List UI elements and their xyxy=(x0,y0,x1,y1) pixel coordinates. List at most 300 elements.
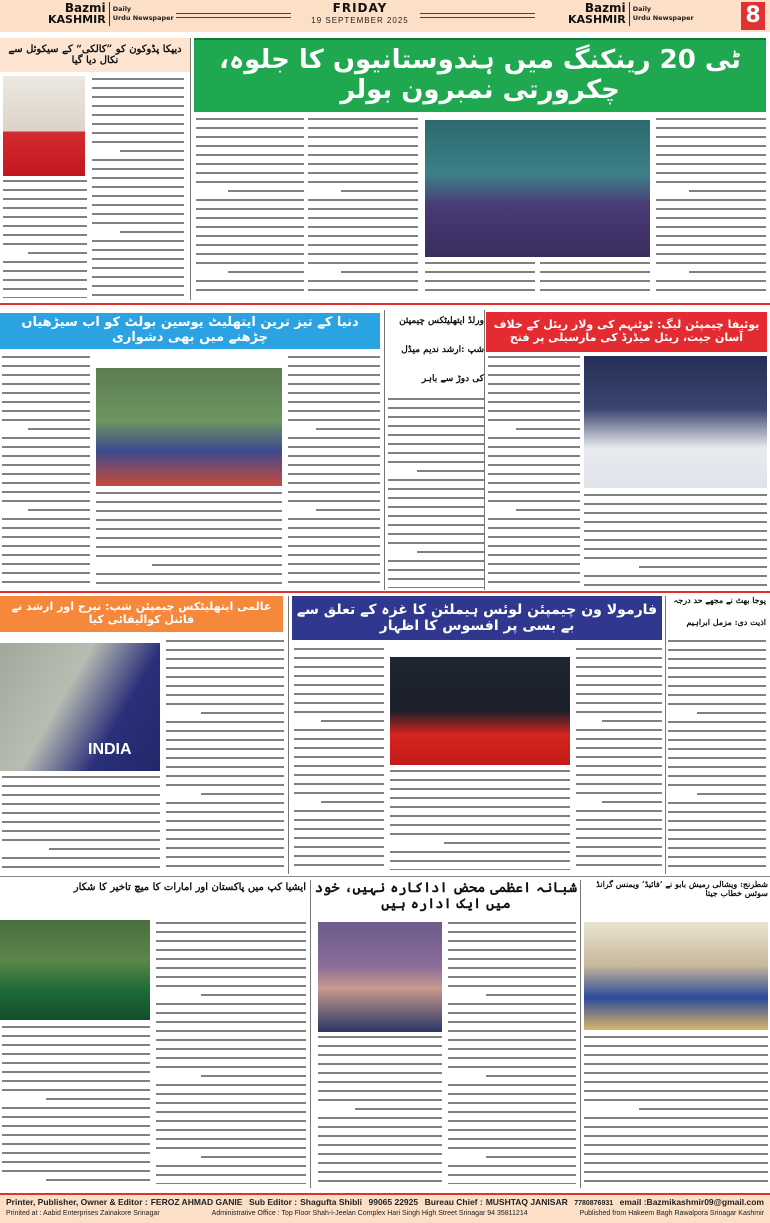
text-line xyxy=(668,649,766,651)
shabana-body-col1 xyxy=(448,922,576,1184)
text-line xyxy=(448,985,576,987)
text-line xyxy=(540,289,650,291)
text-line xyxy=(656,253,766,255)
text-line xyxy=(388,452,484,454)
text-line xyxy=(96,510,282,512)
text-line xyxy=(318,1171,442,1173)
text-line xyxy=(448,1012,576,1014)
text-line xyxy=(2,1134,150,1136)
text-line xyxy=(448,958,576,960)
text-line xyxy=(425,289,535,291)
text-line xyxy=(228,271,304,273)
text-line xyxy=(308,172,418,174)
text-line xyxy=(3,234,87,236)
issue-date: 19 SEPTEMBER 2025 xyxy=(311,16,409,25)
text-line xyxy=(656,127,766,129)
text-line xyxy=(584,1081,768,1083)
text-line xyxy=(294,648,384,650)
text-line xyxy=(201,1156,306,1158)
text-line xyxy=(584,1171,768,1173)
text-line xyxy=(166,730,284,732)
text-line xyxy=(448,1066,576,1068)
text-line xyxy=(486,1156,576,1158)
text-line xyxy=(294,792,384,794)
text-line xyxy=(584,494,767,496)
text-line xyxy=(2,356,90,358)
brand-left xyxy=(48,2,174,26)
text-line xyxy=(96,501,282,503)
text-line xyxy=(488,473,580,475)
text-line xyxy=(668,784,766,786)
text-line xyxy=(288,518,380,520)
text-line xyxy=(444,842,570,844)
text-line xyxy=(668,640,766,642)
text-line xyxy=(28,252,87,254)
text-line xyxy=(448,1003,576,1005)
text-line xyxy=(388,569,484,571)
text-line xyxy=(2,365,90,367)
text-line xyxy=(584,1063,768,1065)
page-number-badge: 8 xyxy=(741,2,765,30)
masthead-rule xyxy=(420,13,535,18)
text-line xyxy=(166,703,284,705)
text-line xyxy=(2,374,90,376)
text-line xyxy=(156,1057,306,1059)
text-line xyxy=(488,410,580,412)
column-divider xyxy=(580,880,581,1188)
text-line xyxy=(294,837,384,839)
text-line xyxy=(288,482,380,484)
text-line xyxy=(576,846,662,848)
text-line xyxy=(288,572,380,574)
text-line xyxy=(318,1063,442,1065)
text-line xyxy=(639,1108,768,1110)
text-line xyxy=(308,226,418,228)
text-line xyxy=(2,839,160,841)
text-line xyxy=(92,96,184,98)
text-line xyxy=(156,1111,306,1113)
shabana-headline[interactable]: شبانہ اعظمی محض اداکارہ نہیں، خود میں ایک ادارہ ہیں xyxy=(314,880,578,913)
text-line xyxy=(156,1066,306,1068)
text-line xyxy=(196,118,304,120)
asia-cup-headline[interactable]: ایشیا کپ میں پاکستان اور امارات کا میچ تاخیر کا شکار xyxy=(73,882,306,893)
text-line xyxy=(318,1180,442,1182)
text-line xyxy=(576,675,662,677)
text-line xyxy=(656,172,766,174)
text-line xyxy=(92,168,184,170)
neeraj-body-col2 xyxy=(2,776,160,870)
shabana-photo xyxy=(318,922,442,1032)
text-line xyxy=(288,374,380,376)
text-line xyxy=(2,803,160,805)
text-line xyxy=(318,1090,442,1092)
text-line xyxy=(288,365,380,367)
text-line xyxy=(46,1098,150,1100)
text-line xyxy=(576,657,662,659)
text-line xyxy=(602,801,662,803)
text-line xyxy=(166,784,284,786)
text-line xyxy=(584,1126,768,1128)
t20-body-col5 xyxy=(196,118,304,298)
text-line xyxy=(294,729,384,731)
text-line xyxy=(576,828,662,830)
text-line xyxy=(576,774,662,776)
text-line xyxy=(92,213,184,215)
text-line xyxy=(448,1165,576,1167)
text-line xyxy=(448,1093,576,1095)
text-line xyxy=(584,1090,768,1092)
text-line xyxy=(448,931,576,933)
text-line xyxy=(156,1012,306,1014)
text-line xyxy=(2,776,160,778)
text-line xyxy=(166,640,284,642)
text-line xyxy=(156,976,306,978)
text-line xyxy=(448,1129,576,1131)
text-line xyxy=(488,554,580,556)
text-line xyxy=(390,788,570,790)
text-line xyxy=(308,127,418,129)
text-line xyxy=(488,500,580,502)
text-line xyxy=(318,1117,442,1119)
hamilton-photo xyxy=(390,657,570,765)
text-line xyxy=(2,821,160,823)
text-line xyxy=(318,1162,442,1164)
text-line xyxy=(166,838,284,840)
text-line xyxy=(288,581,380,583)
text-line xyxy=(196,154,304,156)
text-line xyxy=(488,527,580,529)
text-line xyxy=(92,285,184,287)
text-line xyxy=(294,756,384,758)
text-line xyxy=(488,581,580,583)
text-line xyxy=(656,217,766,219)
text-line xyxy=(388,506,484,508)
published-from: Published from Hakeem Bagh Rawalpora Srinagar Kashmir xyxy=(579,1210,764,1217)
text-line xyxy=(308,145,418,147)
text-line xyxy=(294,657,384,659)
brand-tag-line2: Urdu Newspaper xyxy=(112,14,174,22)
t20-headline[interactable]: ٹی 20 رینکنگ میں ہندوستانیوں کا جلوہ، چکرورتی نمبرون بولر xyxy=(194,38,766,112)
deepika-photo xyxy=(3,76,85,176)
text-line xyxy=(166,694,284,696)
text-line xyxy=(584,1180,768,1182)
text-line xyxy=(316,509,380,511)
text-line xyxy=(156,1183,306,1184)
text-line xyxy=(576,819,662,821)
text-line xyxy=(28,428,90,430)
pooja-kicker-line1[interactable]: پوجا بھٹ نے مجھے حد درجہ xyxy=(673,595,766,605)
brand-name-line2: KASHMIR xyxy=(568,13,626,26)
text-line xyxy=(156,985,306,987)
text-line xyxy=(156,940,306,942)
text-line xyxy=(156,1048,306,1050)
text-line xyxy=(166,667,284,669)
text-line xyxy=(390,851,570,853)
text-line xyxy=(448,1030,576,1032)
text-line xyxy=(656,280,766,282)
text-line xyxy=(308,163,418,165)
text-line xyxy=(92,222,184,224)
text-line xyxy=(668,694,766,696)
text-line xyxy=(425,271,535,273)
text-line xyxy=(92,249,184,251)
text-line xyxy=(584,1135,768,1137)
text-line xyxy=(448,1111,576,1113)
brand-tag-line2: Urdu Newspaper xyxy=(632,14,694,22)
text-line xyxy=(288,392,380,394)
text-line xyxy=(196,208,304,210)
arshad-kicker-line2[interactable]: شپ :ارشد ندیم میڈل xyxy=(401,345,484,355)
text-line xyxy=(156,1120,306,1122)
text-line xyxy=(488,572,580,574)
text-line xyxy=(92,240,184,242)
text-line xyxy=(576,684,662,686)
chess-headline[interactable]: شطرنج: ویشالی رمیش بابو نے ’فائیڈ‘ ویمنس گرانڈ سوئس خطاب جیتا xyxy=(596,879,768,899)
text-line xyxy=(156,1147,306,1149)
brand-name-line1: Bazmi xyxy=(584,1,626,15)
text-line xyxy=(49,848,160,850)
text-line xyxy=(668,829,766,831)
text-line xyxy=(96,492,282,494)
pakistan-team-photo xyxy=(0,920,150,1020)
text-line xyxy=(156,949,306,951)
text-line xyxy=(318,1054,442,1056)
text-line xyxy=(668,856,766,858)
text-line xyxy=(584,575,767,577)
text-line xyxy=(3,288,87,290)
text-line xyxy=(308,136,418,138)
text-line xyxy=(2,1026,150,1028)
text-line xyxy=(448,949,576,951)
text-line xyxy=(166,847,284,849)
text-line xyxy=(488,482,580,484)
text-line xyxy=(388,497,484,499)
text-line xyxy=(3,216,87,218)
text-line xyxy=(3,270,87,272)
t20-body-col2 xyxy=(540,262,650,298)
neeraj-body-col1 xyxy=(166,640,284,870)
text-line xyxy=(156,1165,306,1167)
neeraj-headline[interactable]: عالمی ایتھلیٹکس چیمپئن شپ: نیرج اور ارشد نے فائنل کوالیفائی کیا xyxy=(0,596,283,632)
text-line xyxy=(196,289,304,291)
text-line xyxy=(318,1153,442,1155)
text-line xyxy=(2,1152,150,1154)
text-line xyxy=(316,428,380,430)
text-line xyxy=(318,1036,442,1038)
t20-body-col3 xyxy=(425,262,535,298)
text-line xyxy=(488,383,580,385)
text-line xyxy=(3,225,87,227)
text-line xyxy=(2,1116,150,1118)
administrative-office: Administrative Office : Top Floor Shah-i-Jeelan Complex Hari Singh High Street Srinagar 94 35811214 xyxy=(211,1210,528,1217)
text-line xyxy=(390,833,570,835)
text-line xyxy=(196,145,304,147)
text-line xyxy=(388,587,484,588)
text-line xyxy=(294,828,384,830)
text-line xyxy=(388,515,484,517)
asia-cup-body-col1 xyxy=(156,922,306,1184)
text-line xyxy=(201,712,284,714)
text-line xyxy=(92,105,184,107)
text-line xyxy=(390,815,570,817)
text-line xyxy=(92,276,184,278)
text-line xyxy=(2,1089,150,1091)
text-line xyxy=(448,1147,576,1149)
text-line xyxy=(288,356,380,358)
text-line xyxy=(390,860,570,862)
text-line xyxy=(201,994,306,996)
text-line xyxy=(288,410,380,412)
bolt-headline[interactable]: دنیا کے تیز ترین ایتھلیٹ یوسین بولٹ کو اب سیڑھیاں چڑھنے میں بھی دشواری xyxy=(0,313,380,349)
text-line xyxy=(417,551,484,553)
text-line xyxy=(288,563,380,565)
text-line xyxy=(2,1080,150,1082)
text-line xyxy=(388,434,484,436)
text-line xyxy=(196,217,304,219)
text-line xyxy=(308,262,418,264)
text-line xyxy=(308,235,418,237)
text-line xyxy=(388,578,484,580)
arshad-kicker-line1[interactable]: ورلڈ ایتھلیٹکس چیمپئن xyxy=(399,316,484,326)
text-line xyxy=(2,464,90,466)
text-line xyxy=(120,231,184,233)
text-line xyxy=(288,464,380,466)
text-line xyxy=(584,557,767,559)
text-line xyxy=(92,258,184,260)
text-line xyxy=(2,419,90,421)
text-line xyxy=(3,180,87,182)
text-line xyxy=(166,721,284,723)
brand-name-line2: KASHMIR xyxy=(48,13,106,26)
uefa-body-col2 xyxy=(584,494,767,588)
text-line xyxy=(288,455,380,457)
text-line xyxy=(308,154,418,156)
text-line xyxy=(92,294,184,296)
text-line xyxy=(656,208,766,210)
text-line xyxy=(2,572,90,574)
chakravarthy-photo xyxy=(425,120,650,257)
text-line xyxy=(2,581,90,583)
bureau-chief-phone: 7780876931 xyxy=(574,1200,614,1207)
text-line xyxy=(196,181,304,183)
text-line xyxy=(584,1054,768,1056)
text-line xyxy=(656,181,766,183)
text-line xyxy=(196,280,304,282)
text-line xyxy=(388,425,484,427)
text-line xyxy=(668,865,766,867)
text-line xyxy=(294,783,384,785)
shabana-body-col2 xyxy=(318,1036,442,1184)
text-line xyxy=(390,806,570,808)
bolt-photo xyxy=(96,368,282,486)
text-line xyxy=(576,810,662,812)
text-line xyxy=(152,564,282,566)
text-line xyxy=(639,566,767,568)
text-line xyxy=(584,539,767,541)
text-line xyxy=(166,775,284,777)
text-line xyxy=(294,711,384,713)
text-line xyxy=(448,1183,576,1184)
text-line xyxy=(668,685,766,687)
text-line xyxy=(294,765,384,767)
deepika-body xyxy=(92,78,184,298)
column-divider xyxy=(665,596,666,874)
text-line xyxy=(288,554,380,556)
text-line xyxy=(584,512,767,514)
text-line xyxy=(2,1125,150,1127)
text-line xyxy=(96,528,282,530)
text-line xyxy=(668,730,766,732)
deepika-body-continued xyxy=(3,180,87,298)
brand-tag-line1: Daily xyxy=(112,5,132,13)
text-line xyxy=(294,666,384,668)
column-divider xyxy=(484,310,485,590)
text-line xyxy=(2,794,160,796)
text-line xyxy=(448,940,576,942)
text-line xyxy=(390,770,570,772)
text-line xyxy=(294,684,384,686)
text-line xyxy=(96,582,282,584)
text-line xyxy=(166,658,284,660)
text-line xyxy=(516,428,580,430)
text-line xyxy=(156,1084,306,1086)
text-line xyxy=(388,542,484,544)
text-line xyxy=(2,554,90,556)
arshad-kicker-line3[interactable]: کی دوڑ سے باہر xyxy=(421,374,484,384)
text-line xyxy=(576,648,662,650)
text-line xyxy=(156,958,306,960)
text-line xyxy=(584,548,767,550)
text-line xyxy=(318,1072,442,1074)
text-line xyxy=(92,123,184,125)
text-line xyxy=(576,747,662,749)
text-line xyxy=(196,226,304,228)
text-line xyxy=(689,190,766,192)
text-line xyxy=(488,446,580,448)
text-line xyxy=(576,693,662,695)
text-line xyxy=(584,1153,768,1155)
text-line xyxy=(308,253,418,255)
text-line xyxy=(156,1102,306,1104)
text-line xyxy=(488,491,580,493)
text-line xyxy=(448,1039,576,1041)
bolt-body-col3 xyxy=(2,356,90,588)
text-line xyxy=(308,199,418,201)
text-line xyxy=(488,437,580,439)
hamilton-headline[interactable]: فارمولا ون چیمپئن لوئس ہیملٹن کا غزہ کے تعلق سے بے بسی پر افسوس کا اظہار xyxy=(292,596,662,640)
text-line xyxy=(201,1075,306,1077)
text-line xyxy=(308,244,418,246)
deepika-headline[interactable]: دیپکا پڈوکون کو ”کالکی“ کے سیکوئل سے نکال دیا گیا xyxy=(0,38,190,72)
text-line xyxy=(448,922,576,924)
text-line xyxy=(448,967,576,969)
contact-email[interactable]: email :Bazmikashmir09@gmail.com xyxy=(619,1197,764,1207)
chess-body xyxy=(584,1036,768,1184)
text-line xyxy=(308,289,418,291)
bolt-body-col2 xyxy=(96,492,282,588)
text-line xyxy=(2,785,160,787)
text-line xyxy=(388,524,484,526)
section-divider xyxy=(0,591,770,593)
uefa-headline[interactable]: یوئیفا چیمپئن لیگ: ٹوٹنہم کی ولار ریئل کے خلاف آسان جیت، ریئل میڈرڈ کی مارسیلی پر فتح xyxy=(486,312,767,352)
text-line xyxy=(156,931,306,933)
bolt-body-col1 xyxy=(288,356,380,588)
text-line xyxy=(516,509,580,511)
text-line xyxy=(584,1099,768,1101)
pooja-kicker-line2[interactable]: اذیت دی: مزمل ابراہیم xyxy=(686,617,766,627)
text-line xyxy=(318,1081,442,1083)
text-line xyxy=(92,195,184,197)
